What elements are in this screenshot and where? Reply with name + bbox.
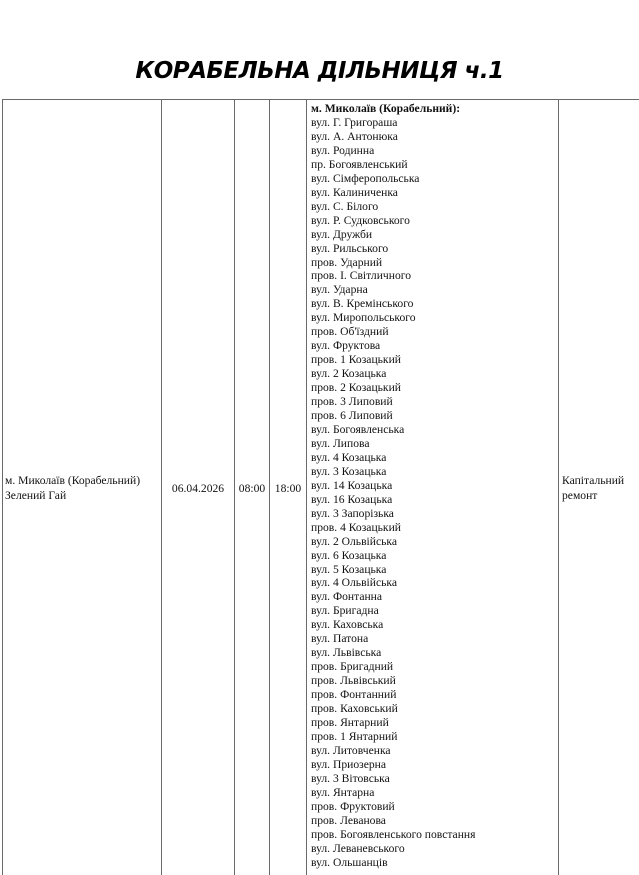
table-row (3, 100, 639, 875)
location-district: Зелений Гай (5, 489, 67, 502)
street-list-item: пров. 1 Янтарний (311, 729, 398, 743)
street-list-item: вул. Львівська (311, 646, 382, 660)
start-time-cell: 08:00 (235, 100, 270, 875)
street-list-item: вул. Рильського (311, 241, 389, 255)
street-list-item: вул. 4 Козацька (311, 450, 387, 464)
street-list-item: вул. Патона (311, 632, 369, 646)
street-list-item: вул. 4 Ольвійська (311, 576, 398, 590)
street-list-item: пров. Каховський (311, 702, 398, 716)
street-list-item: пров. І. Світличного (311, 269, 412, 283)
street-list-item: пров. Леванова (311, 813, 386, 827)
street-list-item: вул. Липова (311, 436, 370, 450)
streets-heading: м. Миколаїв (Корабельний): (311, 102, 461, 115)
street-list-item: вул. Бригадна (311, 604, 379, 618)
street-list-item: пр. Богоявленський (311, 157, 408, 171)
street-list-item: вул. Дружби (311, 227, 373, 241)
streets-cell (307, 100, 559, 875)
street-list-item: вул. Миропольського (311, 311, 416, 325)
street-list-item: вул. Сімферопольська (311, 171, 420, 185)
street-list-item: пров. Ударний (311, 255, 383, 269)
street-list-item: вул. Фруктова (311, 339, 381, 353)
street-list-item: пров. 2 Козацький (311, 381, 401, 395)
street-list-item: пров. Богоявленського повстання (311, 827, 476, 841)
street-list-item: вул. Г. Григораша (311, 116, 398, 129)
street-list-item: пров. Об'їздний (311, 325, 389, 339)
street-list-item: вул. Фонтанна (311, 590, 383, 604)
street-list-item: вул. А. Антонюка (311, 129, 398, 143)
work-type-line2: ремонт (562, 489, 598, 502)
end-time-cell: 18:00 (270, 100, 307, 875)
street-list-item: вул. 16 Козацька (311, 492, 393, 506)
street-list-item: пров. Фруктовий (311, 799, 395, 813)
street-list-item: вул. 2 Ольвійська (311, 534, 398, 548)
street-list-item: пров. Бригадний (311, 660, 394, 674)
work-type-cell (559, 100, 639, 875)
street-list-item: пров. 1 Козацький (311, 353, 401, 367)
street-list-item: пров. Янтарний (311, 715, 389, 729)
street-list-item: пров. 4 Козацький (311, 520, 401, 534)
street-list-item: пров. 3 Липовий (311, 395, 393, 409)
street-list-item: вул. Калиниченка (311, 185, 398, 199)
outage-schedule-table (2, 99, 639, 875)
street-list-item: вул. 14 Козацька (311, 478, 393, 492)
street-list-item: пров. 6 Липовий (311, 409, 393, 423)
street-list-item: вул. Янтарна (311, 785, 375, 799)
street-list-item: вул. Леваневського (311, 841, 405, 855)
work-type-line1: Капітальний (562, 474, 625, 487)
street-list-item: вул. Ольшанців (311, 855, 388, 869)
street-list-item: вул. Приозерна (311, 757, 386, 771)
street-list-item: вул. 5 Козацька (311, 562, 387, 576)
street-list-item: вул. 3 Козацька (311, 464, 387, 478)
street-list-item: пров. Львівський (311, 674, 396, 688)
street-list-item: вул. 3 Запорізька (311, 506, 394, 520)
street-list-item: вул. Р. Судковського (311, 213, 410, 227)
street-list-item: вул. Ударна (311, 283, 368, 297)
street-list-item: вул. 3 Вітовська (311, 771, 390, 785)
street-list-item: вул. Каховська (311, 618, 384, 632)
location-city: м. Миколаїв (Корабельний) (5, 474, 141, 487)
street-list-item: вул. Родинна (311, 143, 375, 157)
page-title: КОРАБЕЛЬНА ДІЛЬНИЦЯ ч.1 (135, 58, 504, 84)
street-list-item: вул. С. Білого (311, 199, 379, 213)
date-cell: 06.04.2026 (162, 100, 235, 875)
street-list (311, 116, 554, 869)
street-list-item: пров. Фонтанний (311, 688, 397, 702)
location-cell (3, 100, 162, 875)
street-list-item: вул. Литовченка (311, 743, 391, 757)
street-list-item: вул. Богоявленська (311, 422, 405, 436)
street-list-item: вул. 6 Козацька (311, 548, 387, 562)
street-list-item: вул. В. Кремінського (311, 297, 414, 311)
street-list-item: вул. 2 Козацька (311, 367, 387, 381)
